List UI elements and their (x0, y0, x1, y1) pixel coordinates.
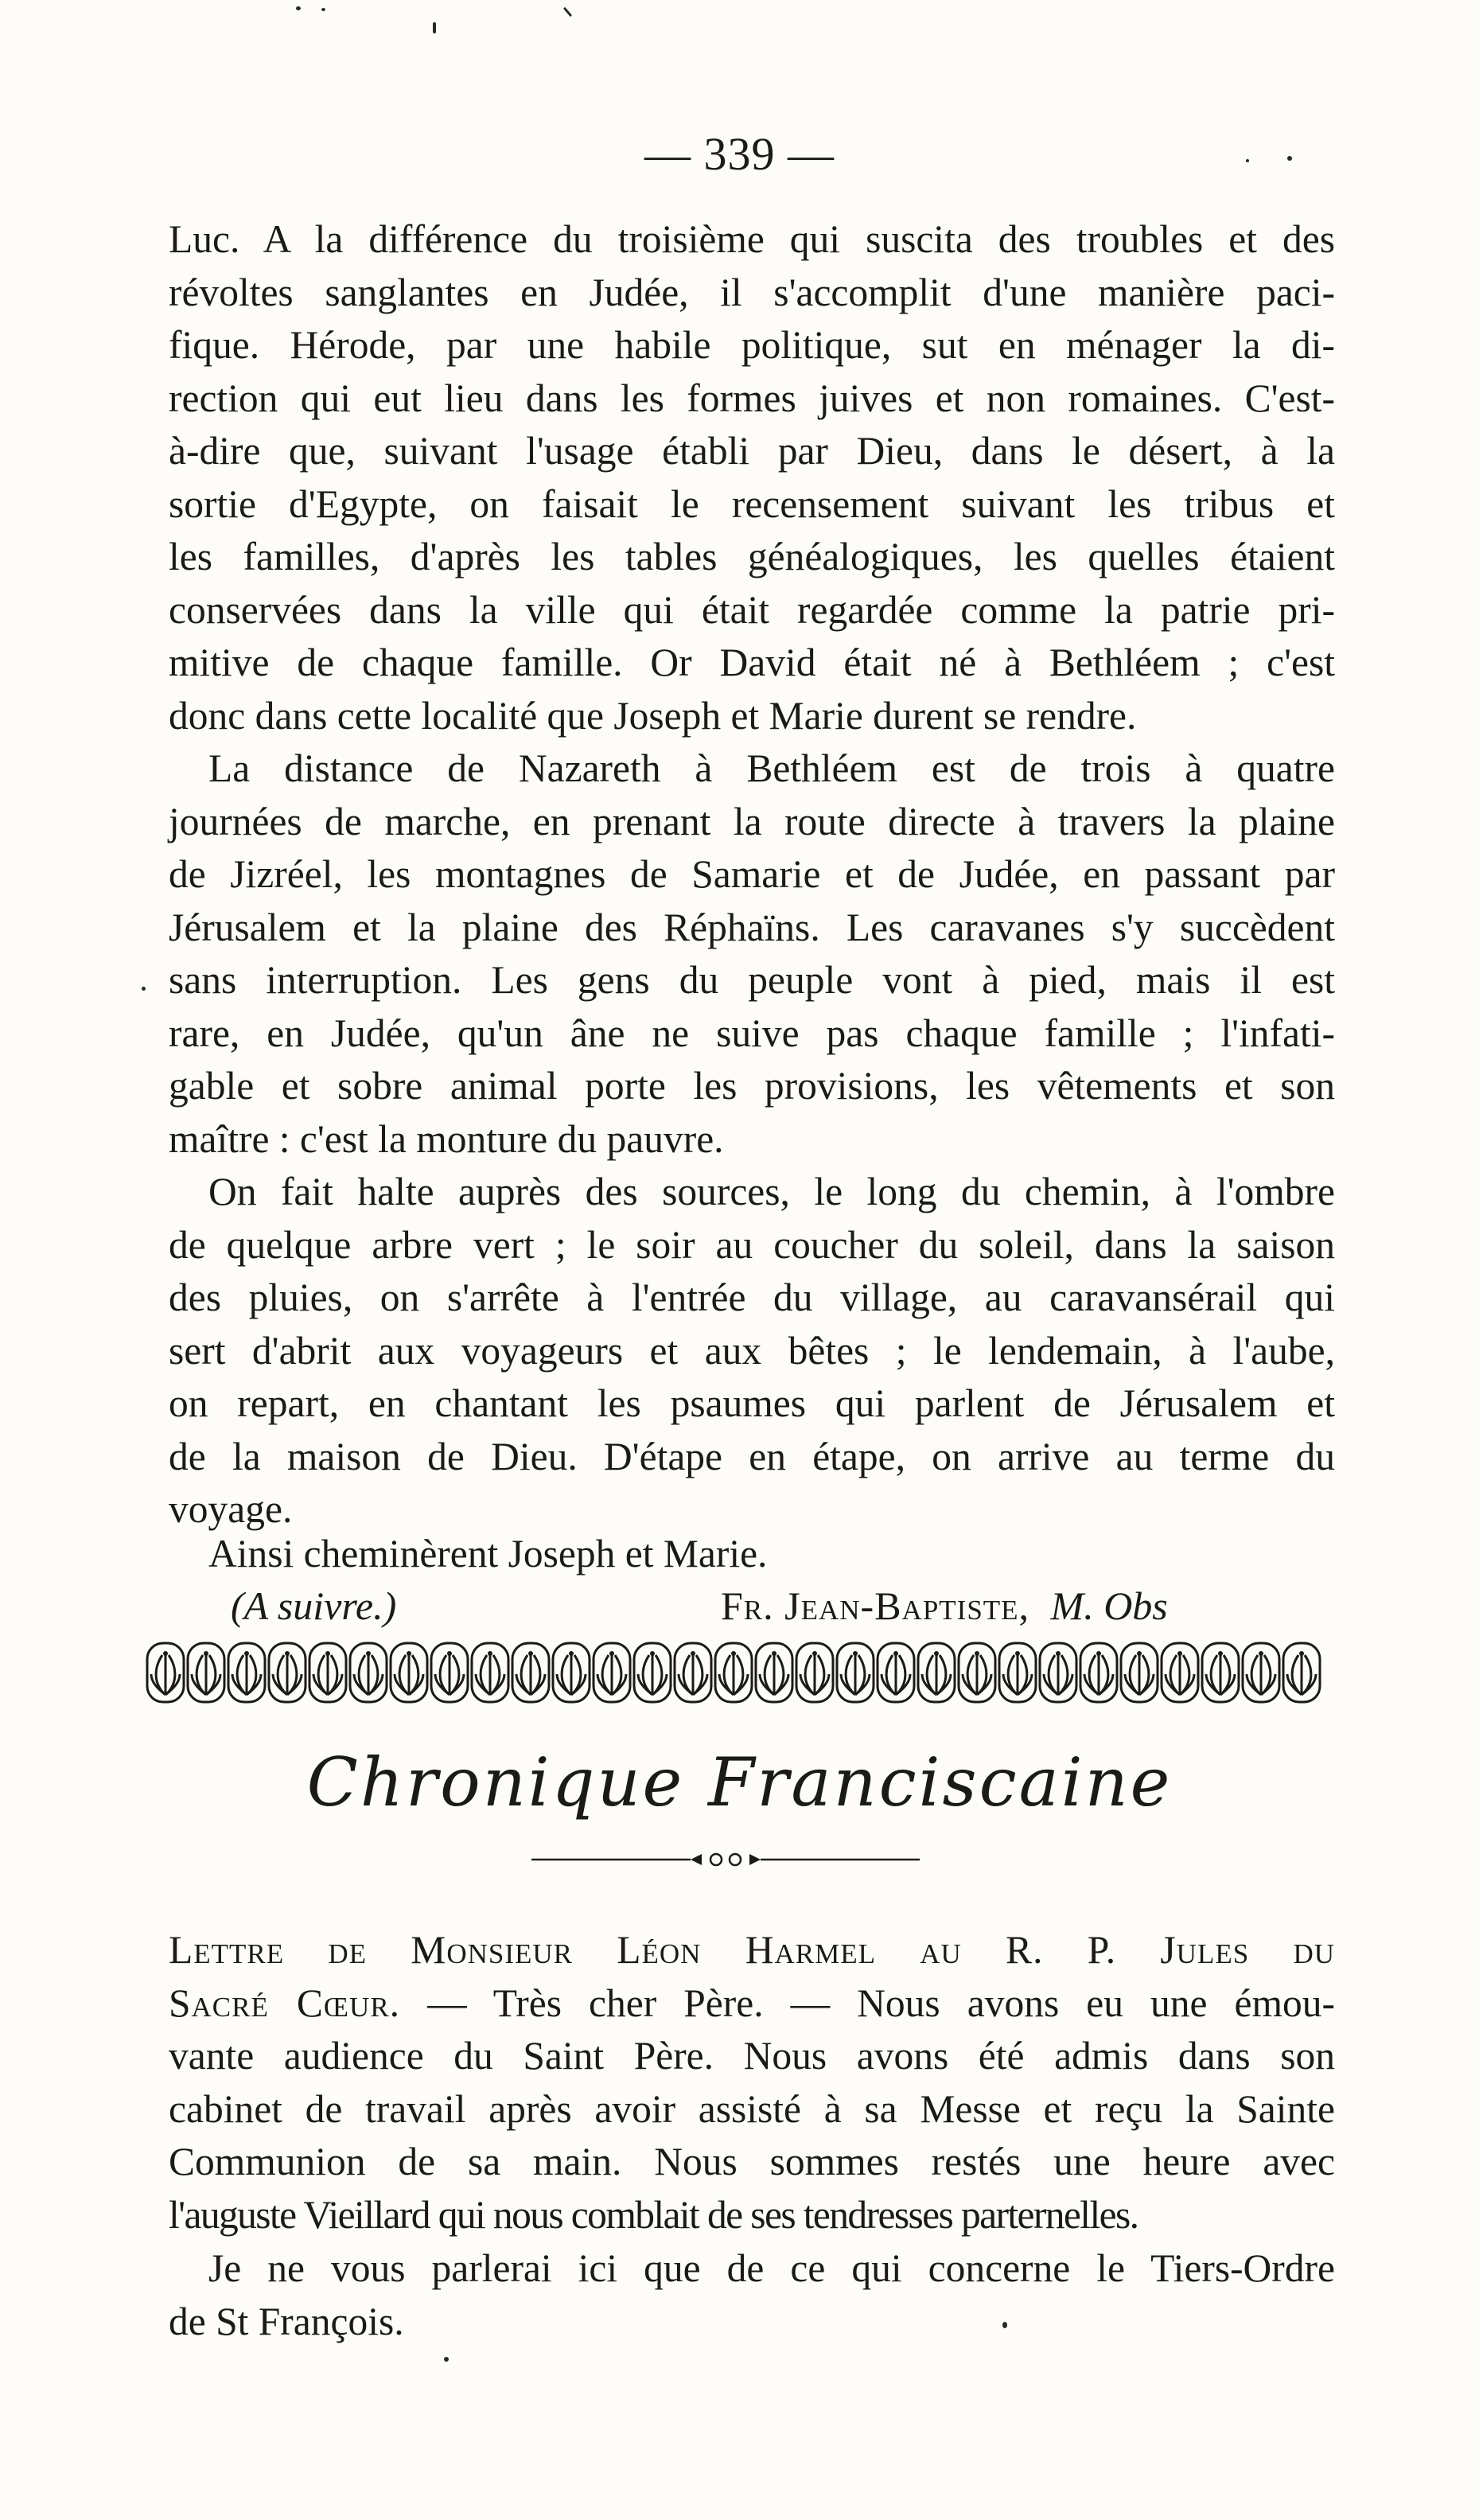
paragraph-3 (169, 1166, 1335, 1531)
text-line: sortie d'Egypte, on faisait le recensement suivant les tribus et (169, 481, 1335, 526)
text-line: rection qui eut lieu dans les formes juives et non romaines. C'est- (169, 376, 1335, 420)
text-line: on repart, en chantant les psaumes qui parlent de Jérusalem et (169, 1381, 1335, 1425)
palmette-ornament (188, 1643, 224, 1702)
text-line: des pluies, on s'arrête à l'entrée du village, au caravansérail qui (169, 1276, 1335, 1319)
paragraph-1 (169, 213, 1335, 742)
palmette-ornament (675, 1643, 711, 1702)
text-line: sans interruption. Les gens du peuple vont à pied, mais il est (169, 958, 1335, 1002)
palmette-ornament (999, 1643, 1036, 1702)
text-line: mitive de chaque famille. Or David était né à Bethléem ; c'est (169, 641, 1335, 684)
letter-paragraph-1 (169, 1924, 1335, 2242)
author-order: M. Obs (1050, 1583, 1168, 1628)
section-title: Chronique Franciscaine (306, 1743, 1173, 1821)
text-line: fique. Hérode, par une habile politique, sut en ménager la di- (169, 323, 1335, 367)
text-line: La distance de Nazareth à Bethléem est de trois à quatre (208, 746, 1335, 790)
palmette-ornament (1243, 1643, 1279, 1702)
palmette-ornament (1121, 1643, 1158, 1702)
palmette-ornament (756, 1643, 792, 1702)
palmette-ornament (1283, 1643, 1320, 1702)
palmette-ornament (472, 1643, 508, 1702)
letter-heading: Lettre de Monsieur Léon Harmel au R. P. Jules du (169, 1928, 1335, 1972)
text-line: rare, en Judée, qu'un âne ne suive pas chaque famille ; l'infati- (169, 1011, 1335, 1055)
palmette-ornament (553, 1643, 590, 1702)
letter-paragraph-2 (169, 2242, 1335, 2348)
palmette-ornament (1162, 1643, 1198, 1702)
text-line: de Jizréel, les montagnes de Samarie et de Judée, en passant par (169, 852, 1335, 896)
text-line: gable et sobre animal porte les provisions, les vêtements et son (169, 1064, 1335, 1108)
text-line: voyage. (169, 1487, 293, 1531)
palmette-ornament (228, 1643, 265, 1702)
text-line: maître : c'est la monture du pauvre. (169, 1116, 724, 1161)
palmette-ornament (634, 1643, 671, 1702)
paragraph-2 (169, 742, 1335, 1166)
palmette-ornament (1080, 1643, 1117, 1702)
to-follow-note: (A suivre.) (231, 1583, 397, 1628)
text-line: sert d'abrit aux voyageurs et aux bêtes ; le lendemain, à l'aube, (169, 1328, 1335, 1373)
rule-ornament (531, 1850, 920, 1869)
palmette-ornament (512, 1643, 549, 1702)
palmette-ornament (147, 1643, 184, 1702)
page-number: — 339 — (644, 128, 835, 180)
palmette-ornament (837, 1643, 874, 1702)
letter-salutation: — Très cher Père. — Nous avons eu une émou- (427, 1981, 1335, 2025)
text-line: de St François. (169, 2299, 404, 2343)
text-line: conservées dans la ville qui était regardée comme la patrie pri- (169, 587, 1335, 632)
palmette-ornament (269, 1643, 306, 1702)
palmette-ornament (431, 1643, 468, 1702)
palmette-ornament (878, 1643, 914, 1702)
text-line: à-dire que, suivant l'usage établi par Dieu, dans le désert, à la (169, 429, 1335, 473)
palmette-ornament (309, 1643, 346, 1702)
text-line: Luc. A la différence du troisième qui suscita des troubles et des (169, 217, 1335, 261)
ornament-band (145, 1641, 1327, 1704)
text-line: de la maison de Dieu. D'étape en étape, on arrive au terme du (169, 1434, 1335, 1478)
palmette-ornament (715, 1643, 752, 1702)
author-signature (721, 1579, 1168, 1632)
palmette-ornament (391, 1643, 427, 1702)
text-line: cabinet de travail après avoir assisté à sa Messe et reçu la Sainte (169, 2086, 1335, 2131)
text-line: Je ne vous parlerai ici que de ce qui concerne le Tiers-Ordre (208, 2246, 1335, 2290)
text-line: révoltes sanglantes en Judée, il s'accomplit d'une manière paci- (169, 270, 1335, 314)
letter-heading-line (169, 1924, 1335, 1977)
palmette-ornament (350, 1643, 387, 1702)
text-line: donc dans cette localité que Joseph et Marie durent se rendre. (169, 693, 1137, 738)
letter-heading-end: Sacré Cœur. (169, 1981, 401, 2025)
palmette-ornament (918, 1643, 955, 1702)
palmette-ornament (1202, 1643, 1239, 1702)
paragraph-4 (169, 1528, 1335, 1581)
text-line: l'auguste Vieillard qui nous comblait de ses tendresses parternelles. (169, 2192, 1138, 2237)
text-line: Communion de sa main. Nous sommes restés une heure avec (169, 2140, 1335, 2183)
text-line: Jérusalem et la plaine des Réphaïns. Les caravanes s'y succèdent (169, 905, 1335, 949)
text-line: journées de marche, en prenant la route directe à travers la plaine (169, 799, 1335, 843)
text-line (169, 1977, 1335, 2031)
text-line: de quelque arbre vert ; le soir au coucher du soleil, dans la saison (169, 1222, 1335, 1267)
author-name: Fr. Jean-Baptiste, (721, 1583, 1030, 1628)
palmette-ornament (594, 1643, 630, 1702)
text-line: vante audience du Saint Père. Nous avons été admis dans son (169, 2034, 1335, 2078)
palmette-ornament (1040, 1643, 1076, 1702)
text-line: Ainsi cheminèrent Joseph et Marie. (208, 1532, 768, 1575)
palmette-ornament (959, 1643, 995, 1702)
text-line: On fait halte auprès des sources, le long du chemin, à l'ombre (208, 1170, 1335, 1213)
palmette-ornament (796, 1643, 833, 1702)
text-line: les familles, d'après les tables généalogiques, les quelles étaient (169, 535, 1335, 578)
